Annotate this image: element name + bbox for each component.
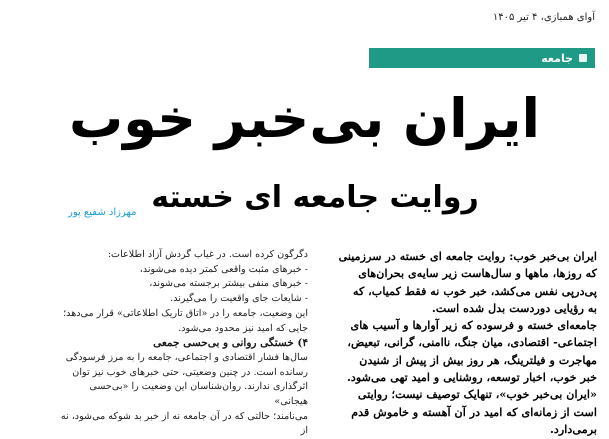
subsection-heading: ۴) خستگی روانی و بی‌حسی جمعی (153, 337, 308, 350)
body-line: خبر خوب، اخبار توسعه، روشنایی و امید تهی می‌شود. (346, 370, 597, 385)
publication-date-line: آوای همبازی، ۴ تیر ۱۴۰۵ (492, 12, 595, 23)
body-line: برمی‌دارد. (550, 421, 597, 436)
body-line: این وضعیت، جامعه را در «اتاق تاریک اطلاعاتی» قرار می‌دهد؛ (63, 307, 308, 319)
body-line: رسانده است. در چنین وضعیتی، حتی خبرهای خوب نیز توان (72, 366, 308, 378)
article-headline: ایران بی‌خبر خوب (68, 87, 541, 150)
body-line: مهاجرت و فیلترینگ، هر روز بیش از پیش از شنیدن (359, 352, 597, 367)
bullet-line: - خبرهای مثبت واقعی کمتر دیده می‌شوند، (139, 263, 308, 275)
body-line: که روزها، ماهها و سال‌هاست زیر سایه‌ی بحران‌های (358, 266, 597, 281)
body-line: جایی که امید نیز محدود می‌شود. (178, 322, 308, 334)
body-line: به رؤیایی دوردست بدل شده است. (431, 300, 597, 315)
article-subhead: روایت جامعه ای خسته (151, 180, 479, 215)
body-line: دگرگون کرده است. در غیاب گردش آزاد اطلاعات: (107, 249, 308, 260)
left-column (58, 248, 308, 439)
body-line: سال‌ها فشار اقتصادی و اجتماعی، جامعه را به مرز فرسودگی (65, 351, 308, 363)
body-line: اثرگذاری ندارند. روان‌شناسان این وضعیت را «بی‌حسی هیجانی» (89, 381, 308, 408)
body-line: اجتماعی- اقتصادی، میان جنگ، ناامنی، گرانی، تبعیض، (347, 335, 597, 350)
body-line: ایران بی‌خبر خوب: روایت جامعه ای خسته در سرزمینی (338, 249, 597, 263)
right-column (314, 248, 597, 438)
body-line: می‌نامند؛ حالتی که در آن جامعه نه از خبر بد شوکه می‌شود، نه از (60, 410, 308, 437)
author-byline: مهرزاد شفیع پور (68, 207, 137, 218)
body-line: جامعه‌ای خسته و فرسوده که زیر آوارها و آسیب های (350, 318, 597, 333)
section-label: جامعه (541, 51, 573, 65)
body-line: «ایران بی‌خبر خوب»، تنهایک توصیف نیست؛ روایتی (357, 387, 597, 402)
body-line: است از زمانه‌ای که امید در آن آهسته و خاموش قدم (351, 404, 597, 419)
section-bar (369, 48, 595, 68)
body-line: پی‌درپی نفس می‌کشد، خبر خوب نه فقط کمیاب، که (352, 283, 597, 298)
bullet-line: - شایعات جای واقعیت را می‌گیرند. (170, 293, 308, 305)
section-marker-icon (579, 54, 587, 62)
bullet-line: - خبرهای منفی بیشتر برجسته می‌شوند، (149, 278, 308, 290)
